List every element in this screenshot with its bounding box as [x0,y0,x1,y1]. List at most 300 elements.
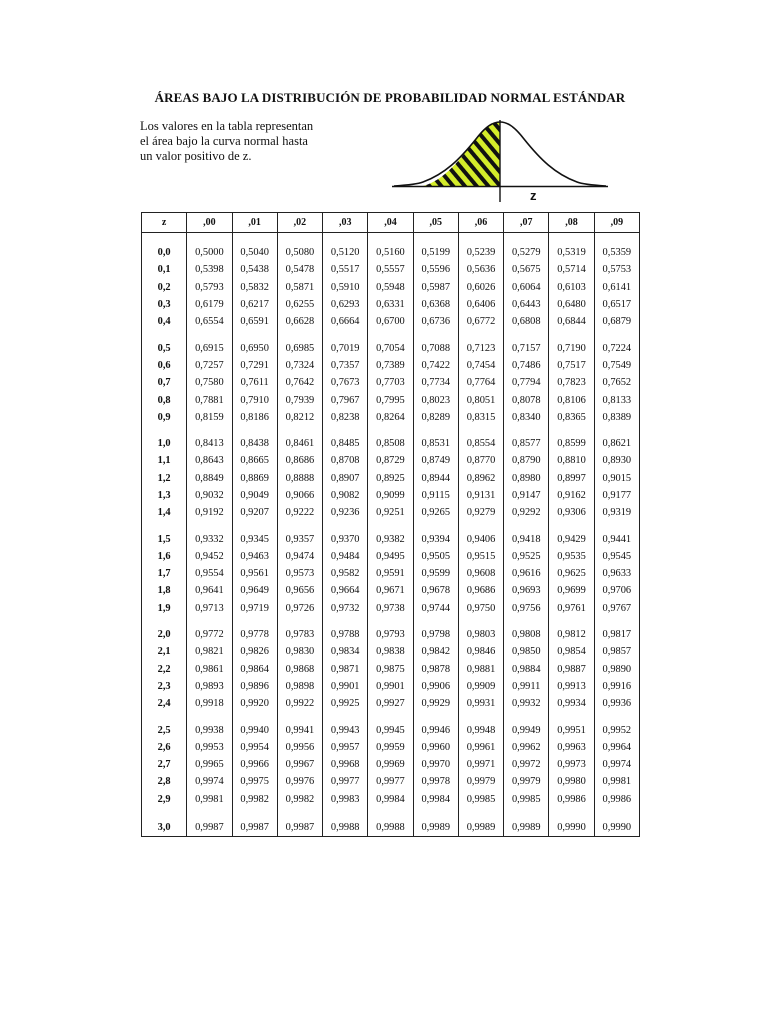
z-value-cell: 0,3 [142,296,187,313]
column-header: ,09 [594,213,639,233]
probability-cell: 0,9761 [549,600,594,617]
probability-cell: 0,8997 [549,470,594,487]
probability-cell: 0,9916 [594,678,639,695]
probability-cell: 0,9964 [594,739,639,756]
probability-cell: 0,9162 [549,487,594,504]
table-row [142,600,640,617]
probability-cell: 0,9861 [187,661,232,678]
column-header: ,00 [187,213,232,233]
probability-cell: 0,9750 [458,600,503,617]
column-header: ,05 [413,213,458,233]
z-value-cell: 2,7 [142,756,187,773]
probability-cell: 0,9970 [413,756,458,773]
probability-cell: 0,9292 [504,504,549,521]
spacer-cell [413,617,458,626]
probability-cell: 0,9561 [232,565,277,582]
probability-cell: 0,9207 [232,504,277,521]
table-row [142,435,640,452]
probability-cell: 0,9875 [368,661,413,678]
probability-cell: 0,9573 [277,565,322,582]
probability-cell: 0,9830 [277,643,322,660]
probability-cell: 0,9871 [323,661,368,678]
table-row [142,279,640,296]
spacer-cell [232,617,277,626]
probability-cell: 0,9641 [187,582,232,599]
table-description [140,119,340,164]
probability-cell: 0,9966 [232,756,277,773]
probability-cell: 0,9756 [504,600,549,617]
probability-cell: 0,9515 [458,548,503,565]
probability-cell: 0,9452 [187,548,232,565]
probability-cell: 0,9982 [277,791,322,808]
probability-cell: 0,6103 [549,279,594,296]
probability-cell: 0,8554 [458,435,503,452]
spacer-cell [594,233,639,245]
probability-cell: 0,9082 [323,487,368,504]
probability-cell: 0,9664 [323,582,368,599]
probability-cell: 0,9948 [458,721,503,738]
probability-cell: 0,9968 [323,756,368,773]
probability-cell: 0,9821 [187,643,232,660]
probability-cell: 0,9988 [368,819,413,837]
table-row [142,756,640,773]
spacer-cell [323,233,368,245]
probability-cell: 0,6950 [232,339,277,356]
probability-cell: 0,7088 [413,339,458,356]
spacer-cell [187,426,232,435]
spacer-cell [413,233,458,245]
table-row [142,565,640,582]
table-row [142,678,640,695]
probability-cell: 0,7652 [594,374,639,391]
probability-cell: 0,9484 [323,548,368,565]
probability-cell: 0,7611 [232,374,277,391]
table-row [142,296,640,313]
probability-cell: 0,9495 [368,548,413,565]
header-row [142,213,640,233]
probability-cell: 0,9922 [277,695,322,712]
probability-cell: 0,6985 [277,339,322,356]
probability-cell: 0,9251 [368,504,413,521]
probability-cell: 0,9463 [232,548,277,565]
spacer-cell [187,521,232,530]
probability-cell: 0,9967 [277,756,322,773]
spacer-cell [142,426,187,435]
probability-cell: 0,6628 [277,313,322,330]
probability-cell: 0,9881 [458,661,503,678]
probability-cell: 0,9608 [458,565,503,582]
probability-cell: 0,9962 [504,739,549,756]
table-row [142,339,640,356]
table-row [142,661,640,678]
probability-cell: 0,6844 [549,313,594,330]
spacer-cell [413,330,458,339]
probability-cell: 0,9616 [504,565,549,582]
probability-cell: 0,9525 [504,548,549,565]
probability-cell: 0,9545 [594,548,639,565]
probability-cell: 0,9952 [594,721,639,738]
table-row [142,487,640,504]
table-row [142,357,640,374]
z-value-cell: 2,5 [142,721,187,738]
probability-cell: 0,9901 [323,678,368,695]
probability-cell: 0,7517 [549,357,594,374]
probability-cell: 0,8051 [458,391,503,408]
probability-cell: 0,8106 [549,391,594,408]
spacer-cell [458,521,503,530]
probability-cell: 0,5120 [323,244,368,261]
probability-cell: 0,9989 [504,819,549,837]
group-spacer [142,426,640,435]
probability-cell: 0,9236 [323,504,368,521]
spacer-cell [368,712,413,721]
probability-cell: 0,8340 [504,409,549,426]
spacer-cell [413,712,458,721]
spacer-cell [504,426,549,435]
probability-cell: 0,9738 [368,600,413,617]
probability-cell: 0,7580 [187,374,232,391]
spacer-cell [368,521,413,530]
probability-cell: 0,6517 [594,296,639,313]
probability-cell: 0,9357 [277,530,322,547]
probability-cell: 0,6879 [594,313,639,330]
spacer-cell [504,233,549,245]
probability-cell: 0,9049 [232,487,277,504]
spacer-cell [142,808,187,819]
spacer-cell [594,426,639,435]
probability-cell: 0,9887 [549,661,594,678]
spacer-cell [142,330,187,339]
table-row [142,313,640,330]
column-header: ,02 [277,213,322,233]
spacer-cell [232,712,277,721]
probability-cell: 0,9793 [368,626,413,643]
spacer-cell [232,330,277,339]
probability-cell: 0,8770 [458,452,503,469]
probability-cell: 0,8289 [413,409,458,426]
probability-cell: 0,9896 [232,678,277,695]
probability-cell: 0,8729 [368,452,413,469]
z-value-cell: 2,2 [142,661,187,678]
probability-cell: 0,9990 [549,819,594,837]
probability-cell: 0,5000 [187,244,232,261]
probability-cell: 0,5398 [187,261,232,278]
spacer-cell [323,712,368,721]
probability-cell: 0,9981 [594,773,639,790]
z-value-cell: 2,6 [142,739,187,756]
probability-cell: 0,9954 [232,739,277,756]
probability-cell: 0,5517 [323,261,368,278]
spacer-cell [458,617,503,626]
probability-cell: 0,7454 [458,357,503,374]
z-value-cell: 0,4 [142,313,187,330]
probability-cell: 0,9978 [413,773,458,790]
probability-cell: 0,9803 [458,626,503,643]
probability-cell: 0,9878 [413,661,458,678]
probability-cell: 0,9015 [594,470,639,487]
spacer-cell [277,521,322,530]
probability-cell: 0,7734 [413,374,458,391]
probability-cell: 0,9332 [187,530,232,547]
table-row [142,452,640,469]
probability-cell: 0,7939 [277,391,322,408]
probability-cell: 0,9706 [594,582,639,599]
probability-cell: 0,6480 [549,296,594,313]
spacer-cell [549,617,594,626]
table-row [142,721,640,738]
probability-cell: 0,9981 [187,791,232,808]
z-value-cell: 0,1 [142,261,187,278]
probability-cell: 0,9956 [277,739,322,756]
probability-cell: 0,8023 [413,391,458,408]
probability-cell: 0,9977 [323,773,368,790]
spacer-cell [549,233,594,245]
spacer-cell [504,521,549,530]
probability-cell: 0,5239 [458,244,503,261]
probability-cell: 0,5279 [504,244,549,261]
probability-cell: 0,9864 [232,661,277,678]
probability-cell: 0,9932 [504,695,549,712]
probability-cell: 0,7673 [323,374,368,391]
probability-cell: 0,9817 [594,626,639,643]
probability-cell: 0,9177 [594,487,639,504]
probability-cell: 0,9979 [458,773,503,790]
probability-cell: 0,8264 [368,409,413,426]
z-value-cell: 2,1 [142,643,187,660]
spacer-cell [187,330,232,339]
probability-cell: 0,5910 [323,279,368,296]
probability-cell: 0,9826 [232,643,277,660]
probability-cell: 0,9382 [368,530,413,547]
probability-cell: 0,6443 [504,296,549,313]
probability-cell: 0,6293 [323,296,368,313]
spacer-cell [594,712,639,721]
spacer-cell [277,233,322,245]
probability-cell: 0,9977 [368,773,413,790]
probability-cell: 0,9767 [594,600,639,617]
z-value-cell: 2,0 [142,626,187,643]
spacer-cell [549,712,594,721]
spacer-cell [458,426,503,435]
probability-cell: 0,9986 [549,791,594,808]
probability-cell: 0,9854 [549,643,594,660]
column-header-z: z [142,213,187,233]
probability-cell: 0,9987 [232,819,277,837]
probability-cell: 0,8790 [504,452,549,469]
spacer-cell [142,521,187,530]
spacer-cell [458,712,503,721]
table-row [142,391,640,408]
z-value-cell: 2,9 [142,791,187,808]
probability-cell: 0,9812 [549,626,594,643]
z-value-cell: 2,4 [142,695,187,712]
table-body [142,233,640,837]
probability-cell: 0,9772 [187,626,232,643]
spacer-cell [232,521,277,530]
probability-cell: 0,8907 [323,470,368,487]
probability-cell: 0,5596 [413,261,458,278]
probability-cell: 0,9732 [323,600,368,617]
probability-cell: 0,9901 [368,678,413,695]
probability-cell: 0,9976 [277,773,322,790]
probability-cell: 0,9984 [368,791,413,808]
probability-cell: 0,9147 [504,487,549,504]
table-row [142,470,640,487]
probability-cell: 0,9982 [232,791,277,808]
spacer-cell [323,808,368,819]
probability-cell: 0,9699 [549,582,594,599]
probability-cell: 0,9959 [368,739,413,756]
probability-cell: 0,6664 [323,313,368,330]
probability-cell: 0,8849 [187,470,232,487]
probability-cell: 0,5438 [232,261,277,278]
probability-cell: 0,9884 [504,661,549,678]
spacer-cell [323,330,368,339]
table-row [142,530,640,547]
probability-cell: 0,9909 [458,678,503,695]
probability-cell: 0,9656 [277,582,322,599]
probability-cell: 0,8577 [504,435,549,452]
probability-cell: 0,9582 [323,565,368,582]
probability-cell: 0,5714 [549,261,594,278]
probability-cell: 0,9099 [368,487,413,504]
z-value-cell: 1,8 [142,582,187,599]
column-header: ,06 [458,213,503,233]
group-spacer [142,233,640,245]
column-header: ,08 [549,213,594,233]
probability-cell: 0,9940 [232,721,277,738]
probability-cell: 0,9988 [323,819,368,837]
description-line: un valor positivo de z. [140,149,252,163]
probability-cell: 0,7157 [504,339,549,356]
z-value-cell: 0,7 [142,374,187,391]
spacer-cell [368,617,413,626]
column-header: ,04 [368,213,413,233]
group-spacer [142,330,640,339]
probability-cell: 0,8944 [413,470,458,487]
spacer-cell [277,712,322,721]
table-row [142,548,640,565]
probability-cell: 0,9951 [549,721,594,738]
z-value-cell: 1,5 [142,530,187,547]
probability-cell: 0,9973 [549,756,594,773]
probability-cell: 0,5359 [594,244,639,261]
spacer-cell [277,330,322,339]
spacer-cell [368,330,413,339]
probability-cell: 0,9406 [458,530,503,547]
probability-cell: 0,9686 [458,582,503,599]
probability-cell: 0,9066 [277,487,322,504]
probability-cell: 0,8531 [413,435,458,452]
z-value-cell: 0,5 [142,339,187,356]
probability-cell: 0,7019 [323,339,368,356]
probability-cell: 0,9441 [594,530,639,547]
probability-cell: 0,9927 [368,695,413,712]
probability-cell: 0,8485 [323,435,368,452]
probability-cell: 0,9931 [458,695,503,712]
probability-cell: 0,9953 [187,739,232,756]
group-spacer [142,808,640,819]
probability-cell: 0,8365 [549,409,594,426]
probability-cell: 0,6915 [187,339,232,356]
probability-cell: 0,8438 [232,435,277,452]
probability-cell: 0,9778 [232,626,277,643]
page-title: ÁREAS BAJO LA DISTRIBUCIÓN DE PROBABILIDAD NORMAL ESTÁNDAR [154,90,626,105]
probability-cell: 0,9032 [187,487,232,504]
probability-cell: 0,9979 [504,773,549,790]
spacer-cell [232,233,277,245]
probability-cell: 0,7549 [594,357,639,374]
table-row [142,409,640,426]
probability-cell: 0,9474 [277,548,322,565]
probability-cell: 0,9911 [504,678,549,695]
probability-cell: 0,9115 [413,487,458,504]
probability-cell: 0,6064 [504,279,549,296]
probability-cell: 0,8133 [594,391,639,408]
z-value-cell: 2,3 [142,678,187,695]
spacer-cell [323,426,368,435]
spacer-cell [368,808,413,819]
probability-cell: 0,7324 [277,357,322,374]
probability-cell: 0,9961 [458,739,503,756]
z-value-cell: 1,4 [142,504,187,521]
spacer-cell [549,521,594,530]
z-value-cell: 3,0 [142,819,187,837]
probability-cell: 0,9788 [323,626,368,643]
normal-curve-diagram [390,114,610,206]
probability-cell: 0,9898 [277,678,322,695]
probability-cell: 0,9925 [323,695,368,712]
probability-cell: 0,9963 [549,739,594,756]
probability-cell: 0,5871 [277,279,322,296]
probability-cell: 0,9893 [187,678,232,695]
probability-cell: 0,7910 [232,391,277,408]
probability-cell: 0,6141 [594,279,639,296]
z-value-cell: 0,0 [142,244,187,261]
probability-cell: 0,9913 [549,678,594,695]
probability-cell: 0,9846 [458,643,503,660]
probability-cell: 0,7190 [549,339,594,356]
spacer-cell [549,808,594,819]
probability-cell: 0,9941 [277,721,322,738]
probability-cell: 0,9943 [323,721,368,738]
table-row [142,504,640,521]
probability-cell: 0,9990 [594,819,639,837]
probability-cell: 0,9906 [413,678,458,695]
probability-cell: 0,8238 [323,409,368,426]
probability-cell: 0,9418 [504,530,549,547]
probability-cell: 0,6736 [413,313,458,330]
spacer-cell [187,808,232,819]
probability-cell: 0,6179 [187,296,232,313]
spacer-cell [413,521,458,530]
probability-cell: 0,9713 [187,600,232,617]
probability-cell: 0,7823 [549,374,594,391]
probability-cell: 0,9989 [413,819,458,837]
probability-cell: 0,9535 [549,548,594,565]
probability-cell: 0,8508 [368,435,413,452]
probability-cell: 0,9987 [187,819,232,837]
probability-cell: 0,7123 [458,339,503,356]
probability-cell: 0,5199 [413,244,458,261]
z-value-cell: 0,2 [142,279,187,296]
probability-cell: 0,8686 [277,452,322,469]
probability-cell: 0,9265 [413,504,458,521]
probability-cell: 0,8212 [277,409,322,426]
probability-cell: 0,9192 [187,504,232,521]
probability-cell: 0,8810 [549,452,594,469]
probability-cell: 0,7881 [187,391,232,408]
